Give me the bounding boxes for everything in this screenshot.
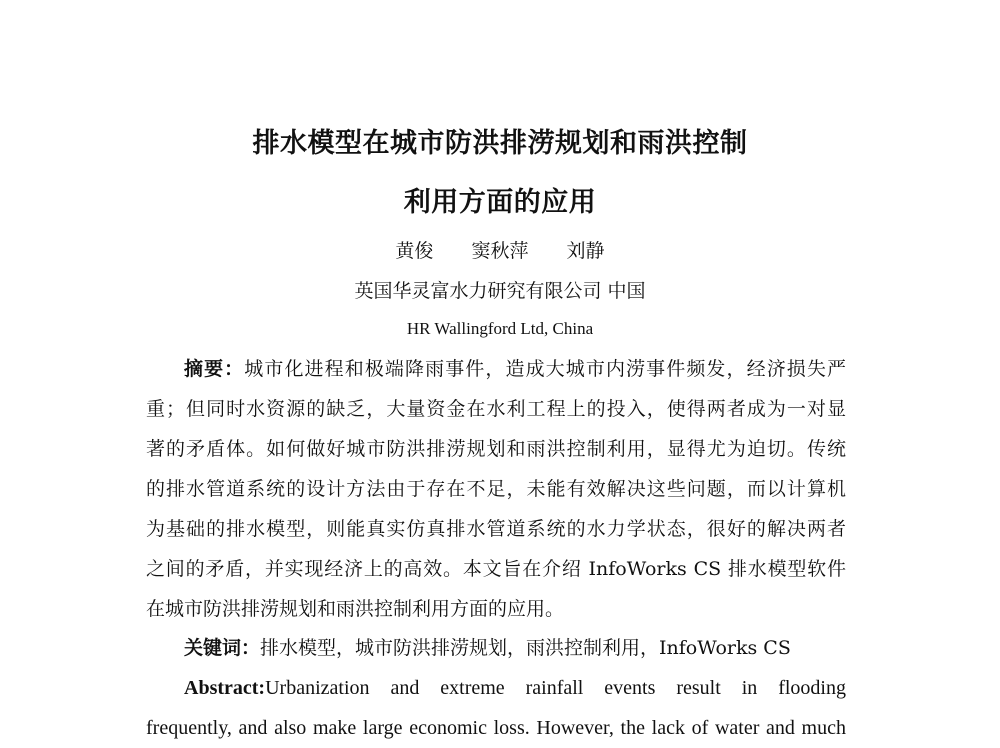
abstract-line: 在城市防洪排涝规划和雨洪控制利用方面的应用。 (146, 598, 565, 620)
affiliation-chinese: 英国华灵富水力研究有限公司 中国 (354, 280, 646, 302)
abstract-line: 之间的矛盾，并实现经济上的高效。本文旨在介绍 InfoWorks CS 排水模型软件 (146, 558, 846, 580)
author-name: 窦秋萍 (471, 240, 529, 262)
abstract-line: 为基础的排水模型，则能真实仿真排水管道系统的水力学状态，很好的解决两者 (146, 518, 846, 540)
author-list (0, 236, 1000, 263)
paper-title-line-1: 排水模型在城市防洪排涝规划和雨洪控制 (252, 128, 748, 159)
abstract-line: 著的矛盾体。如何做好城市防洪排涝规划和雨洪控制利用，显得尤为迫切。传统 (146, 438, 846, 460)
abstract-chinese (146, 349, 846, 629)
abstract-line: 重；但同时水资源的缺乏，大量资金在水利工程上的投入，使得两者成为一对显 (146, 398, 846, 420)
author-name: 刘静 (566, 240, 605, 262)
keywords-label: 关键词： (184, 637, 261, 659)
keywords-text: 排水模型，城市防洪排涝规划，雨洪控制利用，InfoWorks CS (260, 637, 791, 659)
author-name: 黄俊 (395, 240, 434, 262)
abstract-en-line: frequently, and also make large economic loss. However, the lack of water and much (146, 717, 846, 739)
keywords-line (146, 628, 846, 668)
paper-title-line-2: 利用方面的应用 (403, 187, 597, 218)
keywords-paragraph (146, 628, 846, 668)
abstract-line (146, 349, 846, 389)
abstract-english (146, 668, 846, 748)
abstract-line: 的排水管道系统的设计方法由于存在不足，未能有效解决这些问题，而以计算机 (146, 478, 846, 500)
abstract-en-text: Urbanization and extreme rainfall events result in flooding (265, 677, 846, 699)
abstract-label: 摘要： (184, 358, 245, 380)
abstract-en-label: Abstract: (184, 677, 266, 699)
abstract-en-line (146, 668, 846, 708)
abstract-text: 城市化进程和极端降雨事件，造成大城市内涝事件频发，经济损失严 (244, 358, 846, 380)
affiliation-english: HR Wallingford Ltd, China (406, 319, 594, 338)
